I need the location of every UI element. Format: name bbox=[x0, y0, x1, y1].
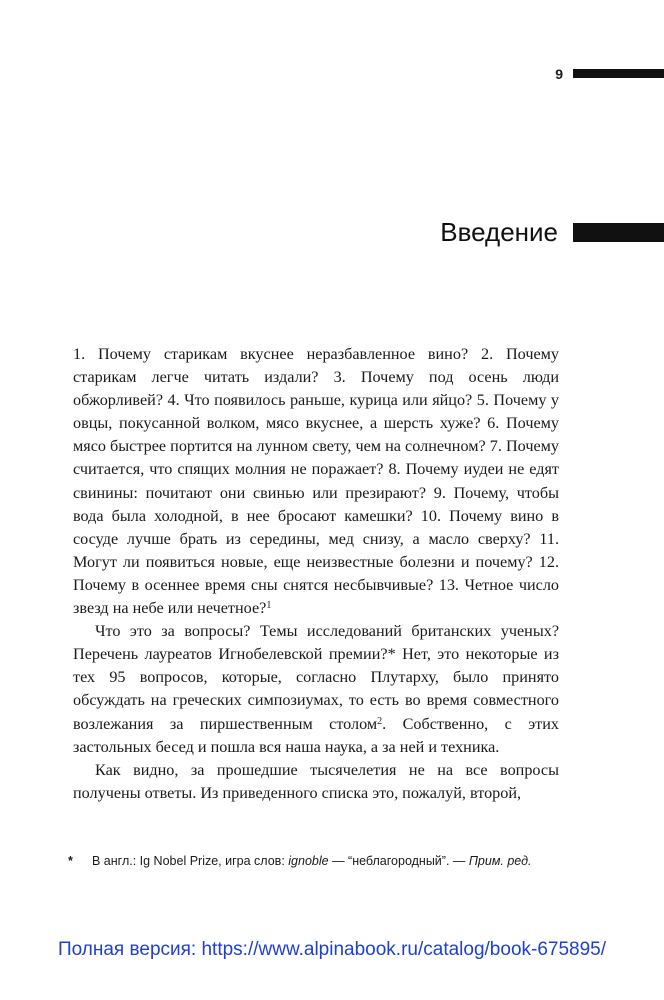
paragraph-explanation bbox=[73, 620, 559, 759]
full-version-link[interactable]: Полная версия: https://www.alpinabook.ru/catalog/book-675895/ bbox=[57, 939, 607, 960]
footnote-text: В англ.: Ig Nobel Prize, игра слов: bbox=[92, 854, 289, 868]
paragraph-answers-text: Как видно, за прошедшие тысячелетия не на все вопросы получены ответы. Из приведенного списка это, пожалуй, второй, bbox=[73, 760, 559, 802]
endnote-ref: 1 bbox=[266, 600, 272, 612]
paragraph-answers bbox=[73, 759, 559, 805]
footnote-italic-word: ignoble bbox=[288, 854, 329, 868]
paragraph-questions bbox=[73, 343, 559, 620]
endnote-ref: 2 bbox=[377, 715, 383, 727]
paragraph-explanation-tail: . Собственно, с этих застольных бесед и пошла вся наша наука, а за ней и техника. bbox=[73, 714, 559, 756]
footnote-editor-note: Прим. ред. bbox=[468, 854, 532, 868]
body-text bbox=[73, 343, 559, 805]
chapter-title-bar bbox=[573, 223, 664, 242]
footnote bbox=[68, 853, 588, 869]
paragraph-explanation-text: Что это за вопросы? Темы исследований британских ученых? Перечень лауреатов Игнобелевской премии?* Нет, это некоторые из тех 95 вопросов, которые, согласно Плутарху, было принято обсуждать на греческих симпозиумах, то есть во время совместного возлежания за пиршественным столом bbox=[73, 622, 559, 733]
footnote-text-middle: — “неблагородный”. — bbox=[328, 854, 469, 868]
paragraph-questions-text: 1. Почему старикам вкуснее неразбавленное вино? 2. Почему старикам легче читать издали? 3. Почему под осень люди обжорливей? 4. Что появилось раньше, курица или яйцо? 5. Почему у овцы, покусанной волком, мясо вкуснее, а шерсть хуже? 6. Почему мясо быстрее портится на лунном свету, чем на солнечном? 7. Почему считается, что спящих молния не поражает? 8. Почему иудеи не едят свинины: почитают они свинью или презирают? 9. Почему, чтобы вода была холодной, в нее бросают камешки? 10. Почему вино в сосуде лучше брать из середины, мед снизу, а масло сверху? 11. Могут ли появиться новые, еще неизвестные болезни и почему? 12. Почему в осеннее время сны снятся несбывчивые? 13. Четное число звезд на небе или нечетное? bbox=[73, 345, 559, 618]
page-number: 9 bbox=[555, 66, 563, 82]
page-number-bar bbox=[573, 69, 664, 78]
chapter-title: Введение bbox=[440, 217, 558, 247]
footnote-mark: * bbox=[68, 854, 73, 868]
